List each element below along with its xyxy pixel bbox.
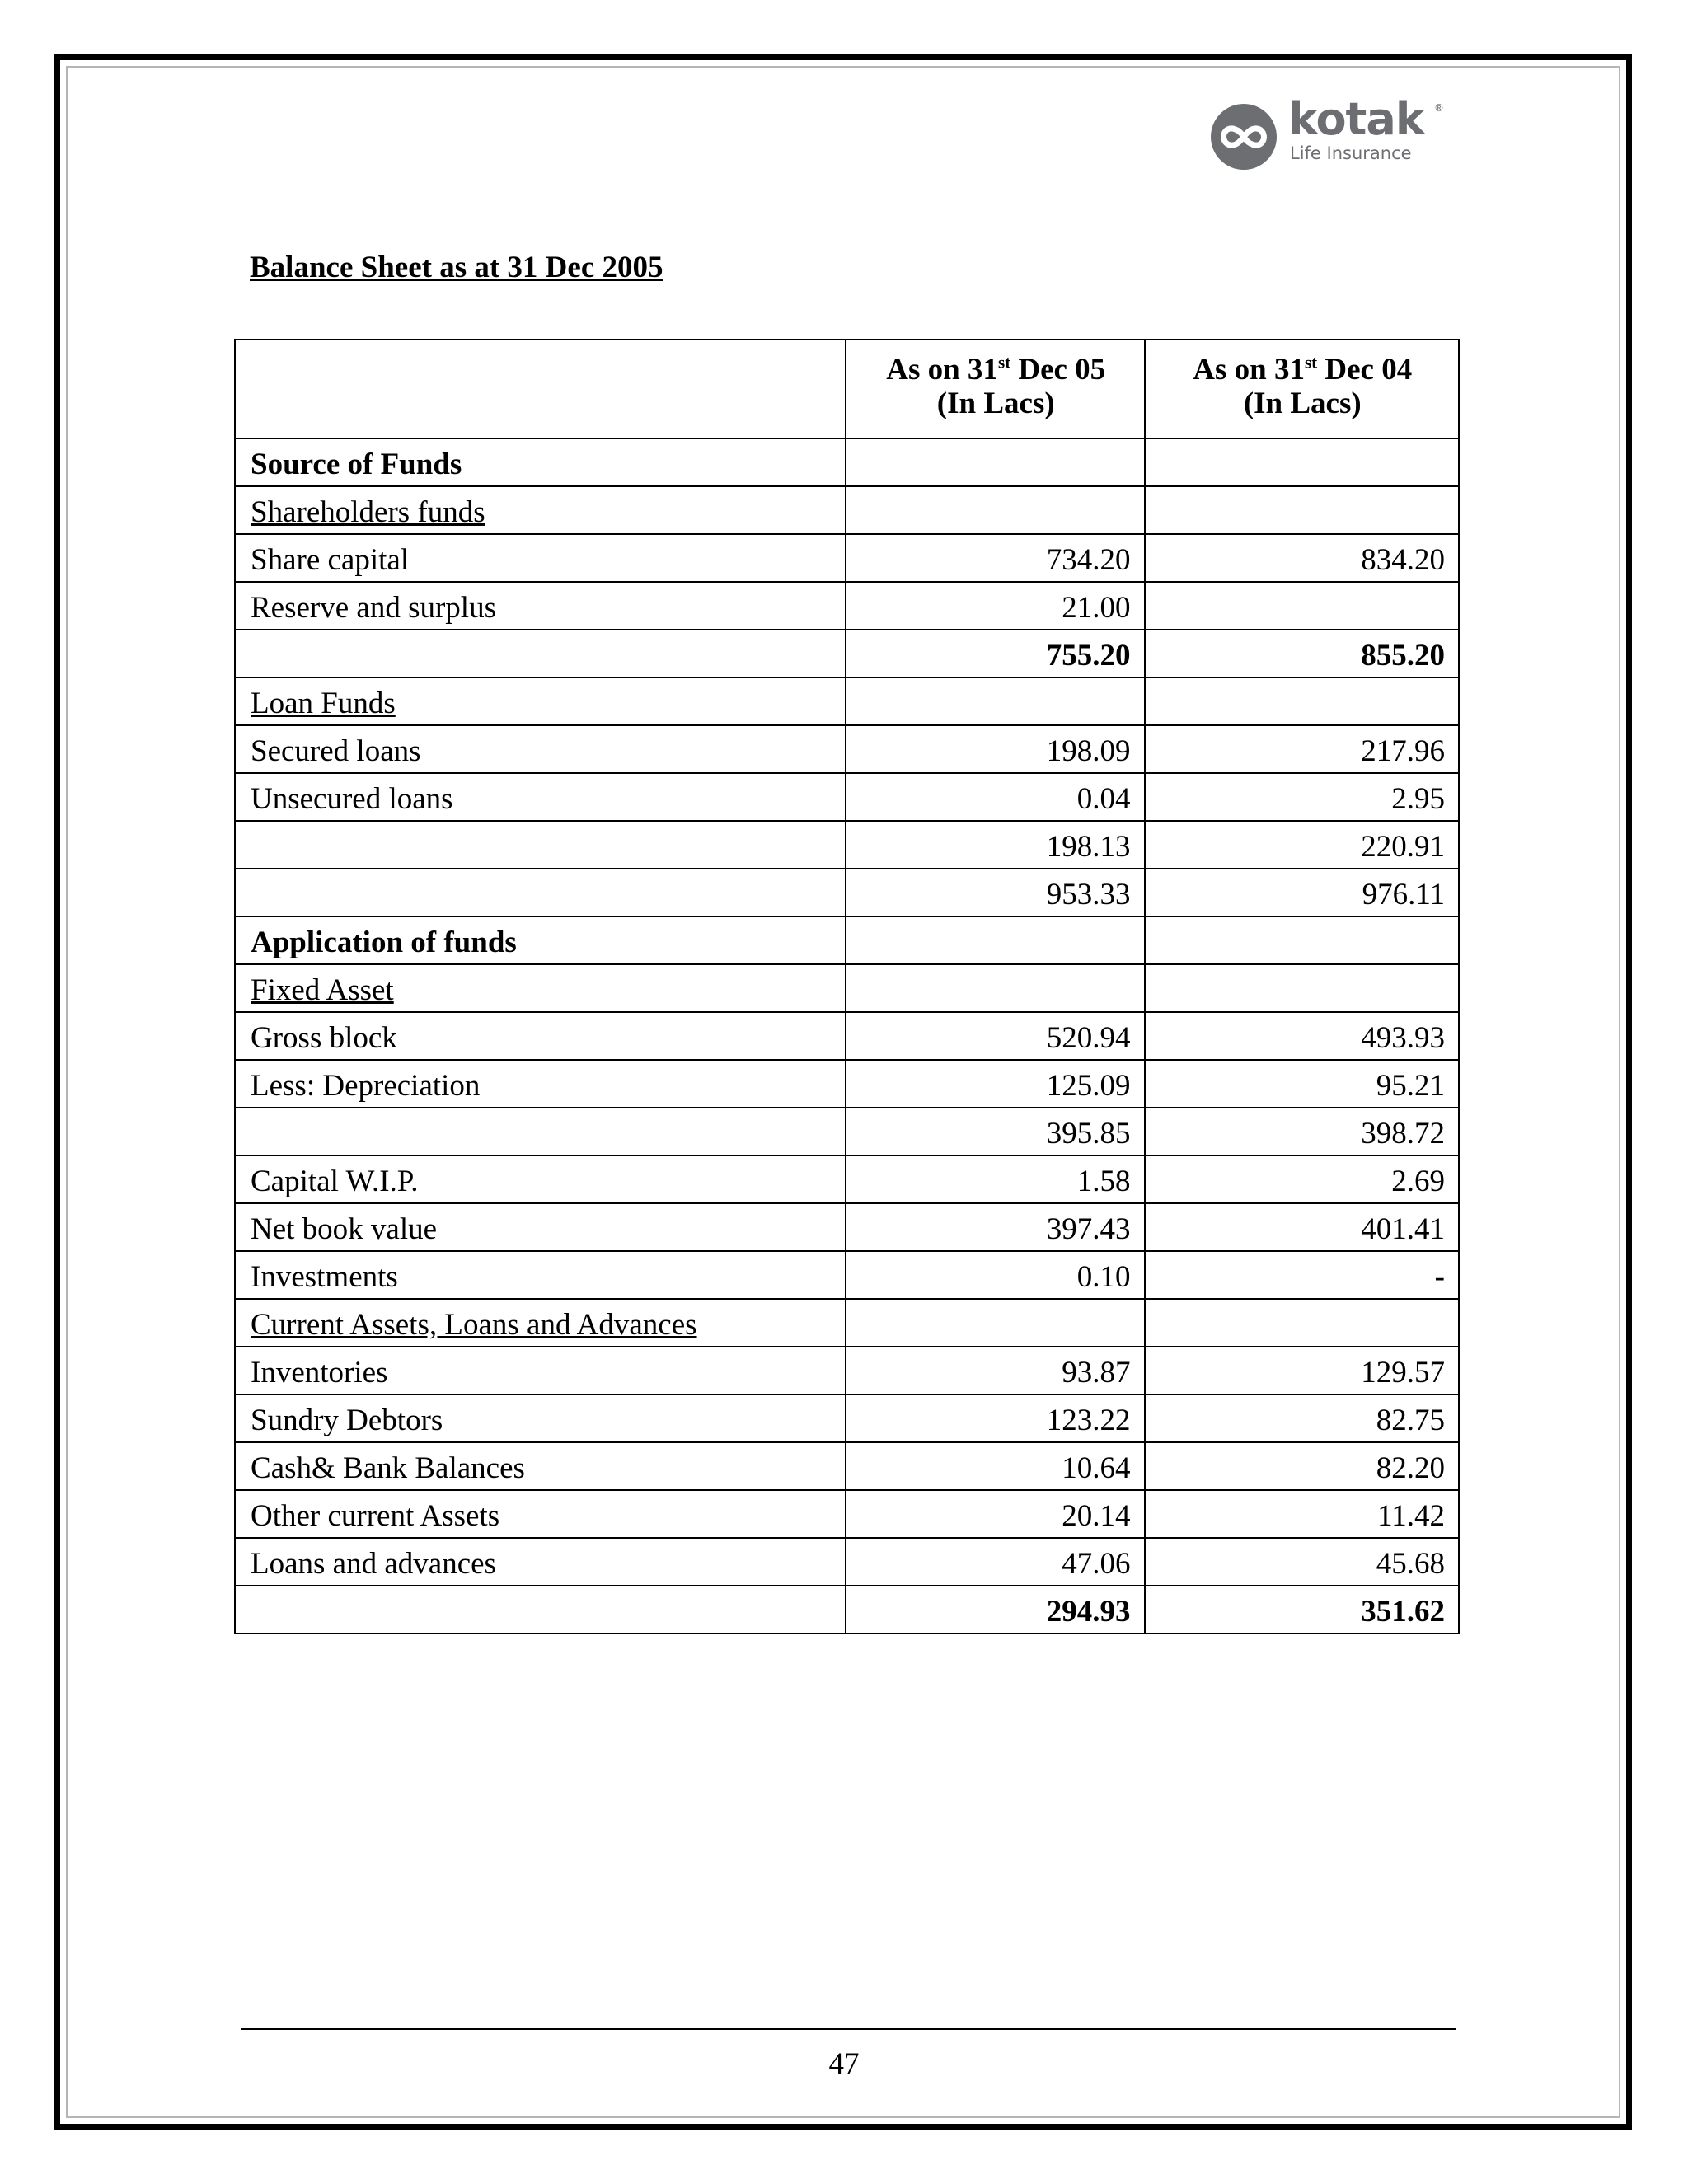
row-label: [235, 1108, 846, 1155]
value-dec-05: 125.09: [846, 1060, 1145, 1108]
value-dec-05: 734.20: [846, 534, 1145, 582]
table-row: [235, 821, 1459, 869]
table-row: [235, 964, 1459, 1012]
value-dec-05: 123.22: [846, 1394, 1145, 1442]
header-dec-04-sup: st: [1304, 352, 1318, 373]
value-dec-05: 953.33: [846, 869, 1145, 916]
value-dec-05: [846, 677, 1145, 725]
row-label: Sundry Debtors: [235, 1394, 846, 1442]
value-dec-04: [1145, 964, 1459, 1012]
value-dec-04: 493.93: [1145, 1012, 1459, 1060]
value-dec-04: [1145, 916, 1459, 964]
value-dec-04: [1145, 1299, 1459, 1347]
row-label: Fixed Asset: [235, 964, 846, 1012]
table-row: [235, 1203, 1459, 1251]
value-dec-05: [846, 916, 1145, 964]
value-dec-05: 0.04: [846, 773, 1145, 821]
table-row: [235, 1538, 1459, 1586]
table-row: [235, 1251, 1459, 1299]
row-label: Unsecured loans: [235, 773, 846, 821]
table-row: [235, 1060, 1459, 1108]
table-row: [235, 1347, 1459, 1394]
header-dec-04-suffix: Dec 04: [1317, 353, 1413, 387]
table-row: [235, 1299, 1459, 1347]
value-dec-05: 20.14: [846, 1490, 1145, 1538]
table-row: [235, 1586, 1459, 1633]
value-dec-04: 855.20: [1145, 630, 1459, 677]
value-dec-05: [846, 486, 1145, 534]
document-title: Balance Sheet as at 31 Dec 2005: [250, 251, 663, 284]
row-label: [235, 1586, 846, 1633]
table-row: [235, 582, 1459, 630]
kotak-logo: [1210, 93, 1449, 173]
value-dec-05: 397.43: [846, 1203, 1145, 1251]
value-dec-04: 351.62: [1145, 1586, 1459, 1633]
table-row: [235, 438, 1459, 486]
row-label: Source of Funds: [235, 438, 846, 486]
footer-divider: [241, 2028, 1456, 2030]
value-dec-05: 294.93: [846, 1586, 1145, 1633]
header-dec-04-unit: (In Lacs): [1243, 386, 1362, 420]
value-dec-04: 2.95: [1145, 773, 1459, 821]
balance-sheet-table: [234, 339, 1460, 1634]
value-dec-04: 45.68: [1145, 1538, 1459, 1586]
row-label: [235, 630, 846, 677]
row-label: Net book value: [235, 1203, 846, 1251]
value-dec-04: [1145, 582, 1459, 630]
row-label: Capital W.I.P.: [235, 1155, 846, 1203]
table-row: [235, 1155, 1459, 1203]
header-dec-04: [1145, 340, 1459, 438]
value-dec-04: 220.91: [1145, 821, 1459, 869]
value-dec-05: [846, 964, 1145, 1012]
value-dec-04: [1145, 438, 1459, 486]
value-dec-05: 1.58: [846, 1155, 1145, 1203]
value-dec-05: 93.87: [846, 1347, 1145, 1394]
value-dec-05: 47.06: [846, 1538, 1145, 1586]
value-dec-04: 401.41: [1145, 1203, 1459, 1251]
kotak-infinity-icon: [1210, 103, 1278, 171]
table-row: [235, 869, 1459, 916]
row-label: Shareholders funds: [235, 486, 846, 534]
header-dec-05-suffix: Dec 05: [1010, 353, 1106, 387]
row-label: Inventories: [235, 1347, 846, 1394]
value-dec-04: 217.96: [1145, 725, 1459, 773]
table-row: [235, 534, 1459, 582]
row-label: Share capital: [235, 534, 846, 582]
table-row: [235, 725, 1459, 773]
value-dec-04: 11.42: [1145, 1490, 1459, 1538]
row-label: [235, 821, 846, 869]
table-row: [235, 486, 1459, 534]
table-row: [235, 677, 1459, 725]
value-dec-05: 198.13: [846, 821, 1145, 869]
value-dec-05: 21.00: [846, 582, 1145, 630]
page-number: 47: [828, 2047, 860, 2081]
logo-registered-mark: ®: [1434, 102, 1444, 114]
row-label: Loans and advances: [235, 1538, 846, 1586]
row-label: Less: Depreciation: [235, 1060, 846, 1108]
row-label: Application of funds: [235, 916, 846, 964]
value-dec-05: [846, 1299, 1145, 1347]
row-label: Gross block: [235, 1012, 846, 1060]
logo-brand: kotak: [1288, 93, 1424, 145]
value-dec-04: -: [1145, 1251, 1459, 1299]
value-dec-05: 10.64: [846, 1442, 1145, 1490]
value-dec-04: 2.69: [1145, 1155, 1459, 1203]
value-dec-05: 198.09: [846, 725, 1145, 773]
table-row: [235, 1012, 1459, 1060]
value-dec-04: [1145, 677, 1459, 725]
table-row: [235, 1442, 1459, 1490]
table-row: [235, 773, 1459, 821]
value-dec-04: 82.20: [1145, 1442, 1459, 1490]
row-label: Secured loans: [235, 725, 846, 773]
table-row: [235, 916, 1459, 964]
value-dec-04: 129.57: [1145, 1347, 1459, 1394]
row-label: Investments: [235, 1251, 846, 1299]
row-label: Other current Assets: [235, 1490, 846, 1538]
table-row: [235, 1108, 1459, 1155]
table-row: [235, 630, 1459, 677]
value-dec-04: 834.20: [1145, 534, 1459, 582]
header-dec-04-prefix: As on 31: [1193, 353, 1305, 387]
value-dec-05: 520.94: [846, 1012, 1145, 1060]
value-dec-04: 95.21: [1145, 1060, 1459, 1108]
value-dec-04: 82.75: [1145, 1394, 1459, 1442]
value-dec-04: 976.11: [1145, 869, 1459, 916]
table-row: [235, 1394, 1459, 1442]
table-row: [235, 1490, 1459, 1538]
row-label: [235, 869, 846, 916]
logo-subtitle: Life Insurance: [1290, 143, 1412, 163]
value-dec-05: 395.85: [846, 1108, 1145, 1155]
value-dec-05: 755.20: [846, 630, 1145, 677]
row-label: Reserve and surplus: [235, 582, 846, 630]
value-dec-04: 398.72: [1145, 1108, 1459, 1155]
header-blank-cell: [235, 340, 846, 438]
header-dec-05-unit: (In Lacs): [936, 386, 1055, 420]
row-label: Current Assets, Loans and Advances: [235, 1299, 846, 1347]
table-header-row: [235, 340, 1459, 438]
header-dec-05: [846, 340, 1145, 438]
header-dec-05-sup: st: [997, 352, 1011, 373]
row-label: Loan Funds: [235, 677, 846, 725]
value-dec-05: [846, 438, 1145, 486]
value-dec-05: 0.10: [846, 1251, 1145, 1299]
header-dec-05-prefix: As on 31: [886, 353, 998, 387]
value-dec-04: [1145, 486, 1459, 534]
row-label: Cash& Bank Balances: [235, 1442, 846, 1490]
